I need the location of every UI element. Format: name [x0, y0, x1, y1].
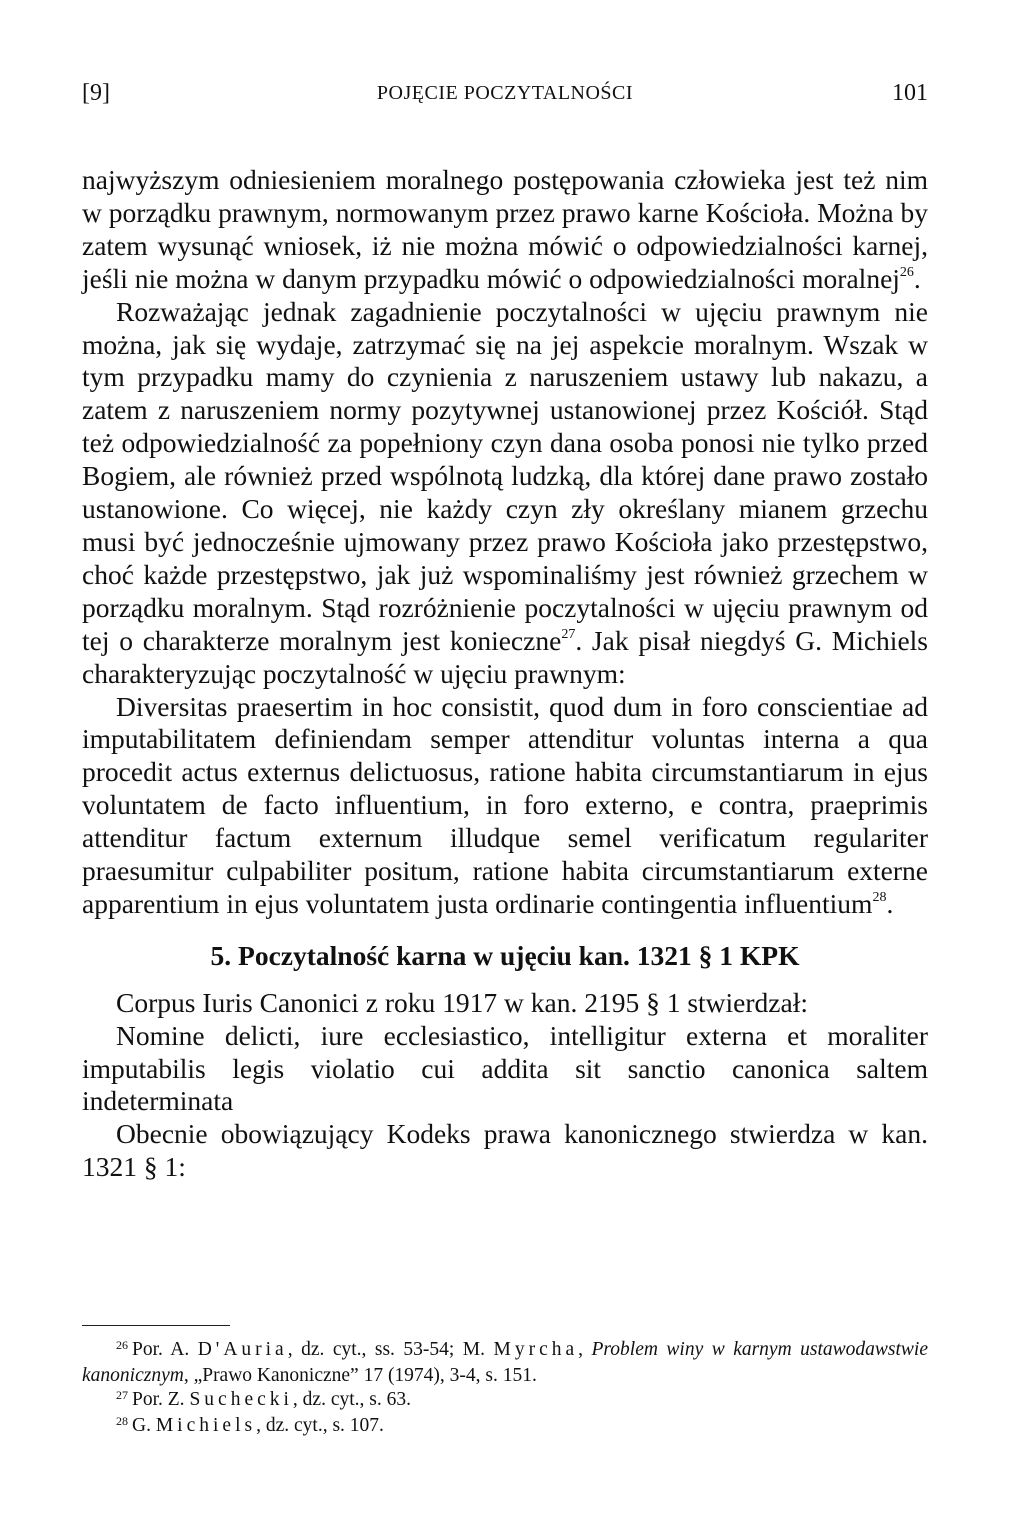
footnote-text: ,	[578, 1339, 592, 1360]
footnote-text: G.	[132, 1414, 156, 1436]
footnote-text: , dz. cyt., s. 107.	[256, 1414, 384, 1436]
footnote-author: D'Auria	[197, 1339, 288, 1360]
footnote-number: 28	[116, 1413, 128, 1428]
section-number: [9]	[82, 80, 110, 106]
page-number: 101	[892, 80, 928, 106]
footnote-text: Por. A.	[132, 1339, 198, 1360]
footnote-text: , dz. cyt., ss. 53-54; M.	[287, 1339, 494, 1360]
footnote-number: 27	[116, 1388, 128, 1402]
footnote-ref-27[interactable]: 27	[561, 626, 576, 642]
footnote-author: Michiels	[155, 1414, 257, 1436]
latin-quote-2: Nomine delicti, iure ecclesiastico, intelligitur externa et moraliter imputabilis legis violatio cui addita sit sanctio canonica saltem indeterminata	[82, 1019, 928, 1117]
footnote-author: Suchecki	[189, 1389, 293, 1410]
footnotes	[82, 1325, 928, 1439]
footnote-text: Por. Z.	[132, 1389, 190, 1410]
latin-quote-1	[82, 691, 928, 921]
paragraph-1-end: .	[913, 262, 921, 294]
latin-quote-1-text: Diversitas praesertim in hoc consistit, quod dum in foro conscientiae ad imputabilitatem definiendam semper attenditur voluntas interna a qua procedit actus externus delictuosus, ratione habita circumstantiarum in ejus voluntatem de facto influentium, in foro externo, e contra, praeprimis attenditur factum externum illudque semel verificatum regulariter praesumitur culpabiliter positum, ratione habita circumstantiarum externe apparentium in ejus voluntatem justa ordinarie contingentia influentium	[82, 690, 928, 919]
footnote-author: Myrcha	[493, 1339, 579, 1360]
paragraph-3: Corpus Iuris Canonici z roku 1917 w kan. 2195 § 1 stwierdzał:	[116, 986, 808, 1018]
paragraph-4: Obecnie obowiązujący Kodeks prawa kanonicznego stwierdza w kan. 1321 § 1:	[82, 1118, 928, 1183]
footnote-26	[82, 1338, 928, 1388]
latin-quote-1-end: .	[886, 887, 894, 919]
paragraph-2-text: Rozważając jednak zagadnienie poczytalności w ujęciu prawnym nie można, jak się wydaje, zatrzymać się na jej aspekcie moralnym. Wszak w tym przypadku mamy do czynienia z naruszeniem ustawy lub nakazu, a zatem z naruszeniem normy pozytywnej ustanowionej przez Kościół. Stąd też odpowiedzialność za popełniony czyn dana osoba ponosi nie tylko przed Bogiem, ale również przed wspólnotą ludzką, dla której dane prawo zostało ustanowione. Co więcej, nie każdy czyn zły określany mianem grzechu musi być jednocześnie ujmowany przez prawo Kościoła jako przestępstwo, choć każde przestępstwo, jak już wspominaliśmy jest również grzechem w porządku moralnym. Stąd rozróżnienie poczytalności w ujęciu prawnym od tej o charakterze moralnym jest konieczne	[82, 295, 928, 656]
paragraph-2	[82, 296, 928, 691]
footnote-text: , „Prawo Kanoniczne” 17 (1974), 3-4, s. 151.	[183, 1364, 537, 1386]
page	[82, 80, 928, 1184]
running-header	[82, 80, 928, 114]
paragraph-2-tail: . Jak pisał niegdyś G. Michiels charakteryzując poczytalność w ujęciu prawnym:	[82, 624, 928, 689]
footnote-divider	[82, 1325, 230, 1326]
footnote-27	[82, 1388, 928, 1414]
footnote-ref-28[interactable]: 28	[872, 889, 887, 905]
footnote-title: Problem winy w karnym ustawodawstwie kanonicznym	[82, 1339, 929, 1386]
body-text	[82, 164, 928, 1184]
footnote-ref-26[interactable]: 26	[899, 264, 914, 280]
footnote-number: 26	[116, 1338, 128, 1352]
paragraph-1-text: najwyższym odniesieniem moralnego postępowania człowieka jest też nim w porządku prawnym, normowanym przez prawo karne Kościoła. Można by zatem wysunąć wniosek, iż nie można mówić o odpowiedzialności karnej, jeśli nie można w danym przypadku mówić o odpowiedzialności moralnej	[82, 164, 928, 294]
section-heading: 5. Poczytalność karna w ujęciu kan. 1321 § 1 KPK	[210, 939, 800, 971]
paragraph-1	[82, 164, 928, 296]
footnote-28	[82, 1414, 928, 1440]
running-title: POJĘCIE POCZYTALNOŚCI	[376, 82, 634, 104]
footnote-text: , dz. cyt., s. 63.	[292, 1389, 411, 1410]
